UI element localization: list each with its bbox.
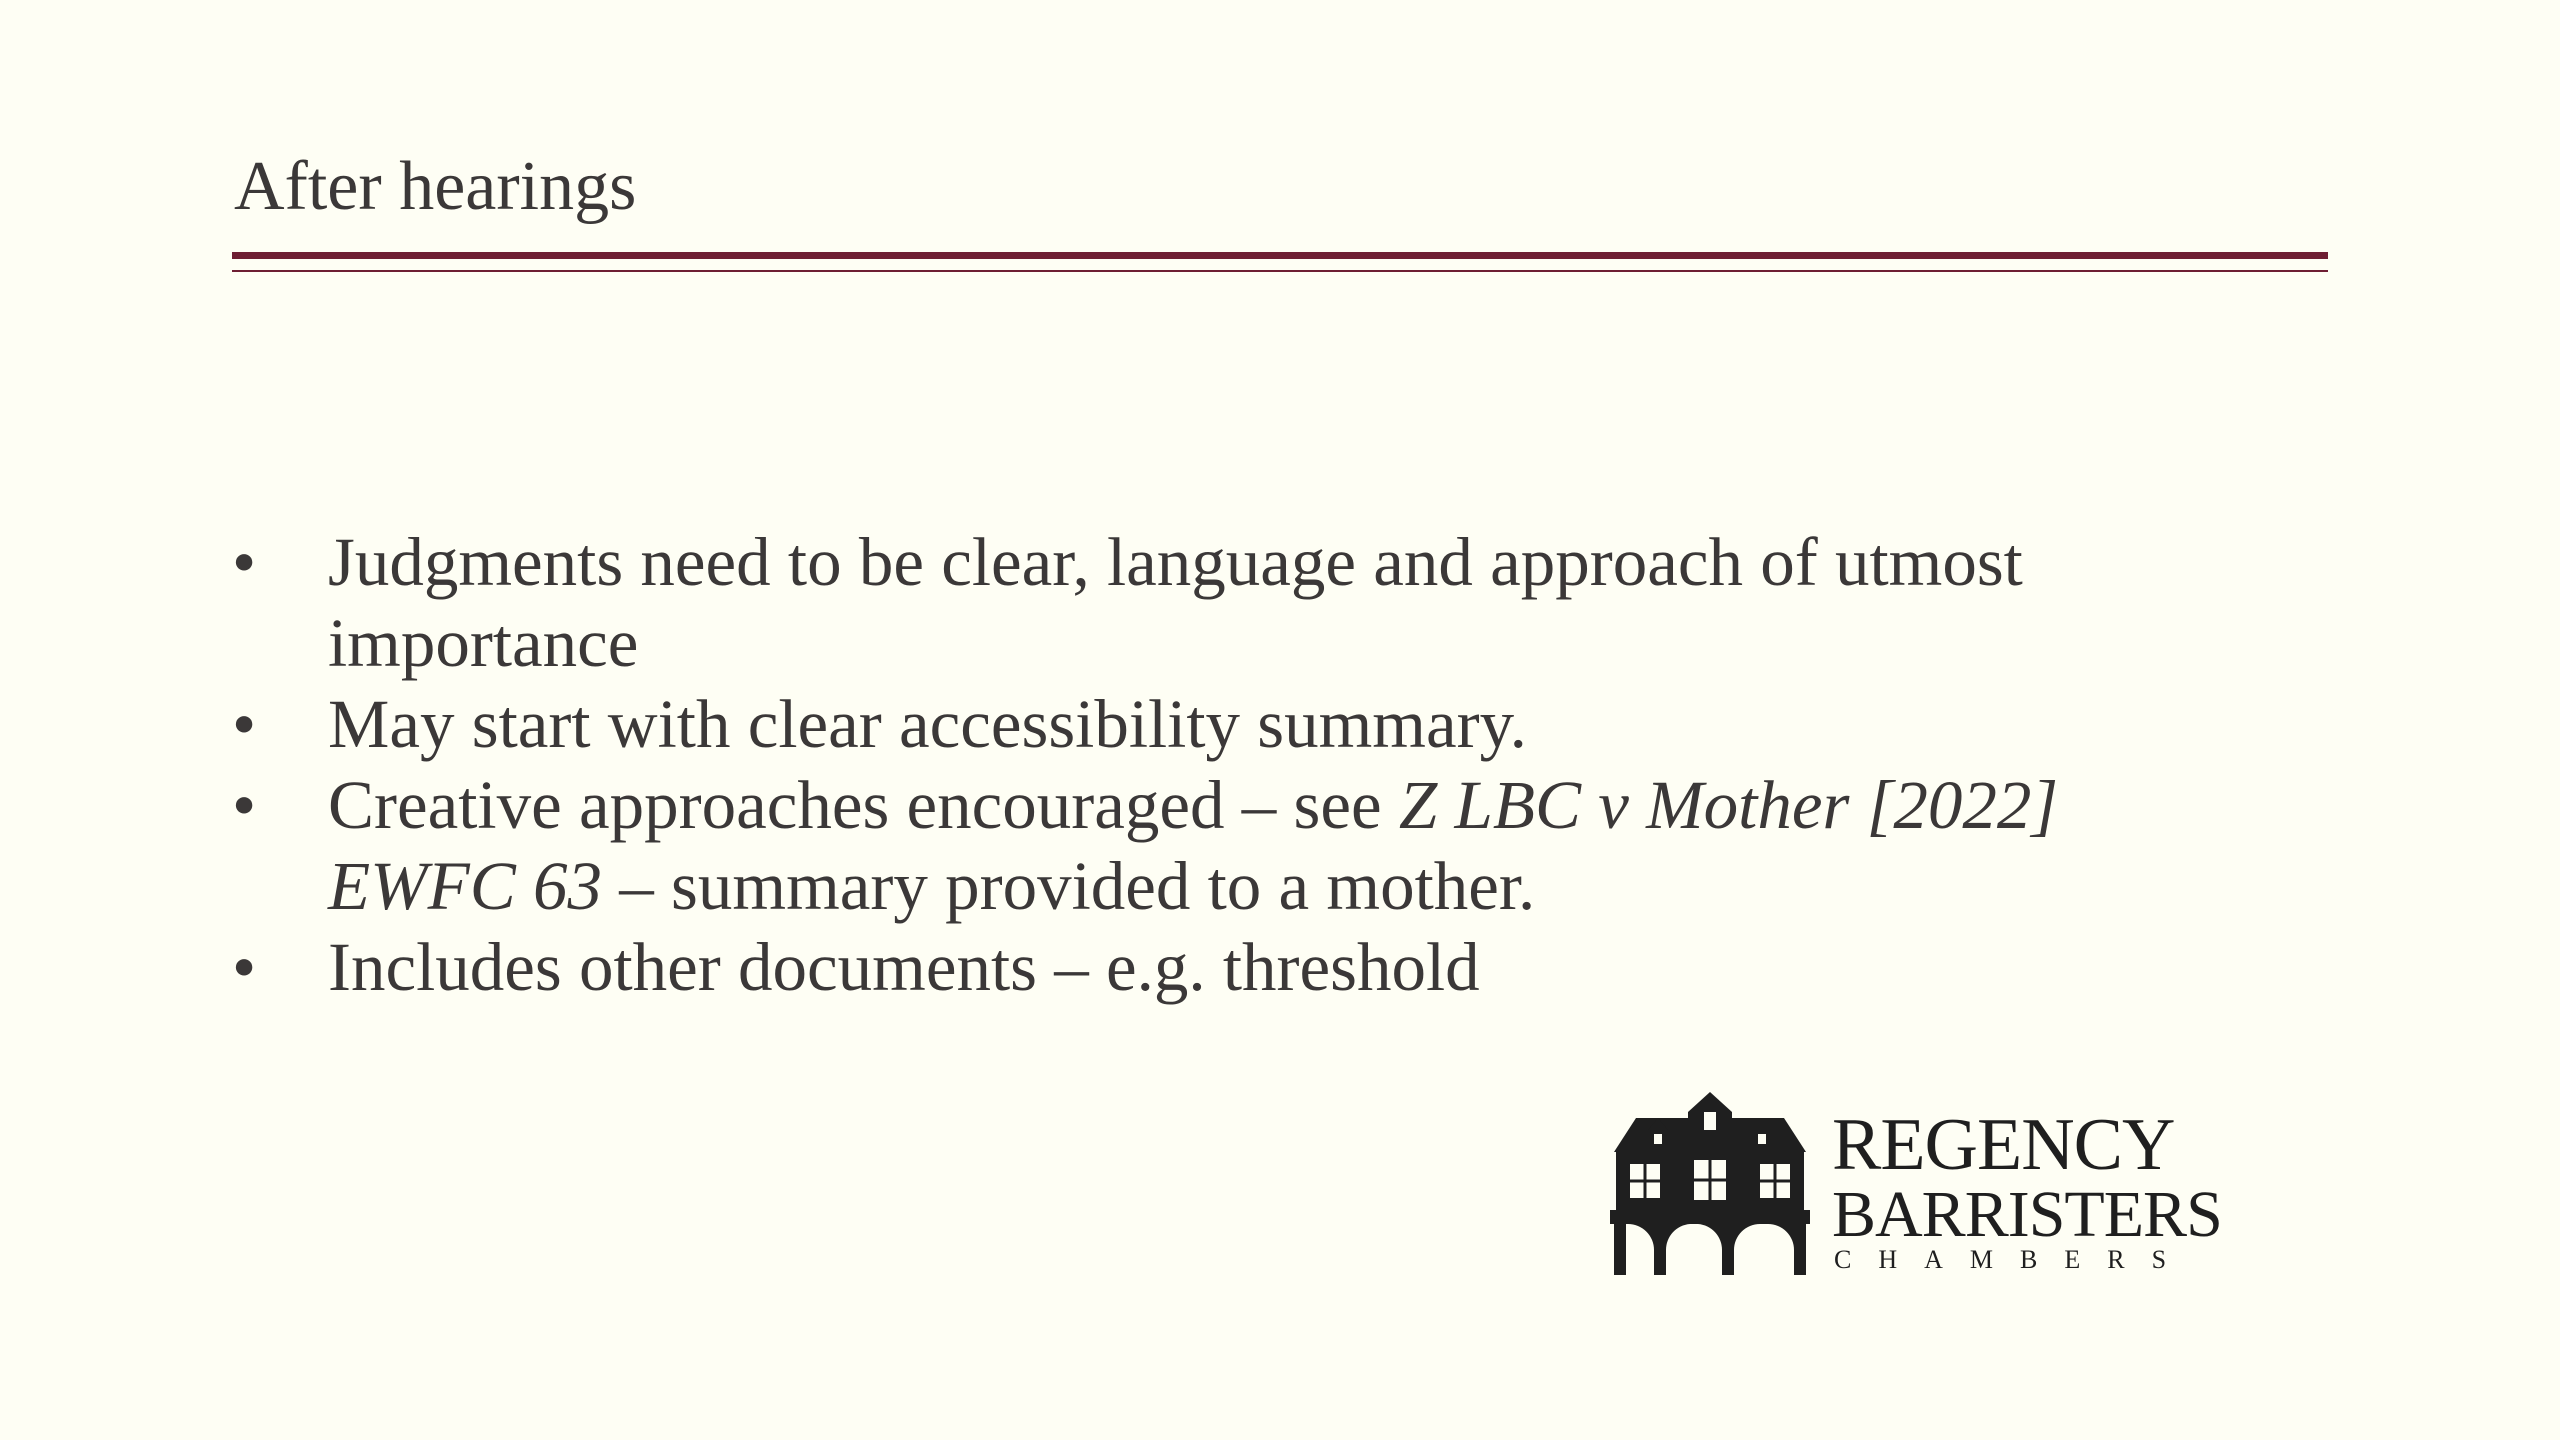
title-rule-thin	[232, 270, 2328, 272]
case-citation: EWFC 63 –	[328, 848, 654, 924]
bullet-item	[232, 684, 2382, 765]
bullet-marker: •	[232, 524, 257, 600]
bullet-text: May start with clear accessibility summary.	[328, 686, 1527, 762]
bullet-text: Judgments need to be clear, language and approach of utmost	[328, 524, 2023, 600]
slide-title: After hearings	[234, 148, 637, 225]
bullet-text: summary provided to a mother.	[653, 848, 1536, 924]
bullet-text: importance	[328, 605, 639, 681]
title-rule-thick	[232, 252, 2328, 259]
logo-wordmark-chambers: CHAMBERS	[1834, 1245, 2194, 1274]
building-icon	[1610, 1090, 1810, 1275]
case-citation: Z LBC v Mother [2022]	[1398, 767, 2059, 843]
bullet-text: Creative approaches encouraged – see	[328, 767, 1399, 843]
logo-wordmark-regency: REGENCY	[1832, 1104, 2175, 1186]
logo-wordmark-barristers: BARRISTERS	[1832, 1178, 2222, 1251]
bullet-item	[232, 927, 2382, 1008]
bullet-item	[232, 765, 2382, 927]
bullet-marker: •	[232, 686, 257, 762]
regency-barristers-logo	[1610, 1090, 2230, 1280]
bullet-list	[232, 522, 2382, 1008]
bullet-marker: •	[232, 929, 257, 1005]
bullet-marker: •	[232, 767, 257, 843]
bullet-item	[232, 522, 2382, 684]
bullet-text: Includes other documents – e.g. threshold	[328, 929, 1480, 1005]
